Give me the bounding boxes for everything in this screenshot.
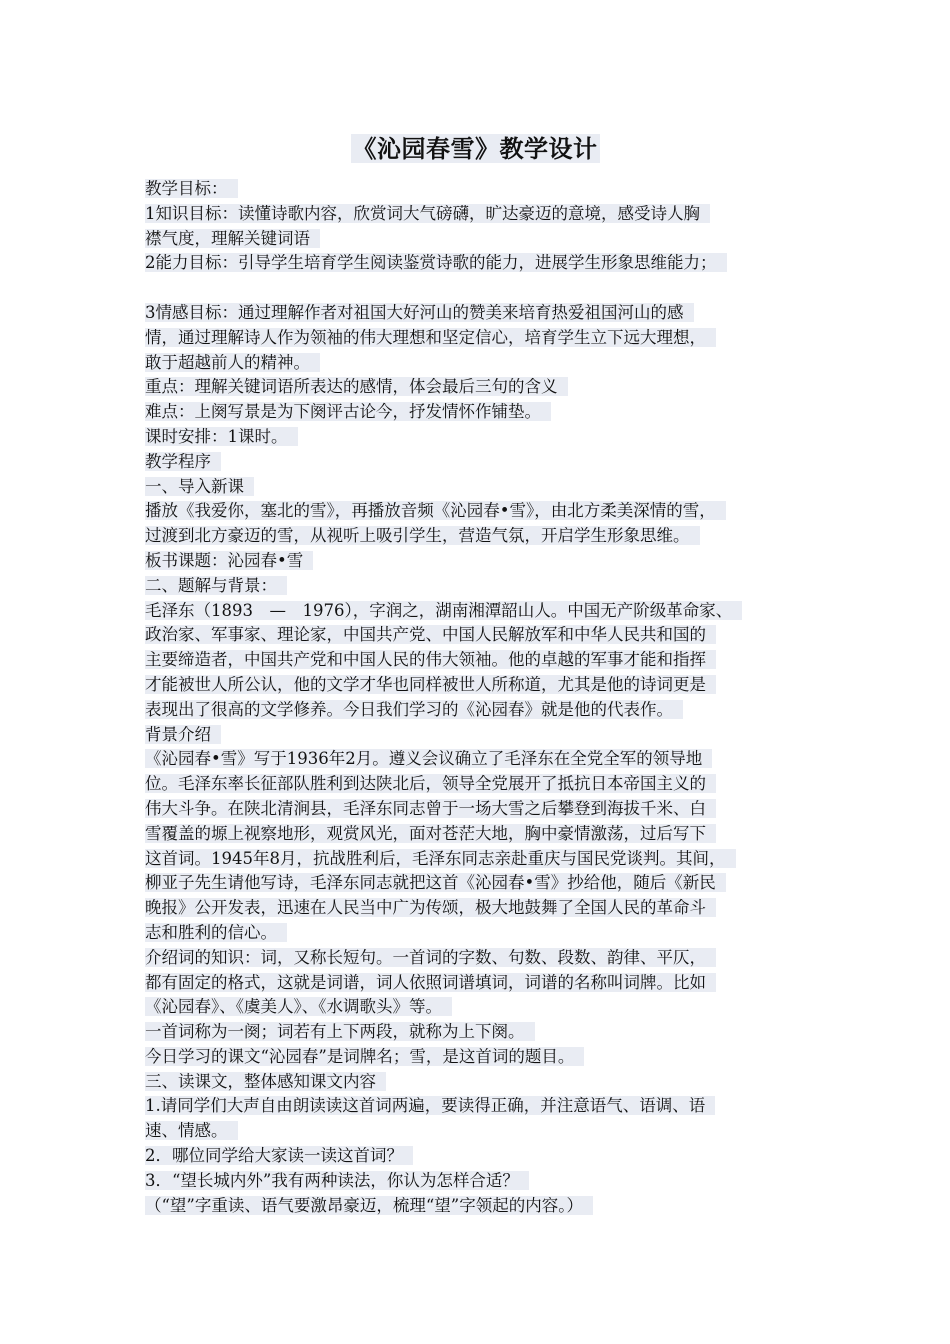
text-line — [145, 723, 835, 748]
text-line — [145, 1045, 835, 1070]
text-line — [145, 1070, 835, 1095]
text-line-content: 一首词称为一阕；词若有上下两段，就称为上下阕。 — [145, 1022, 535, 1041]
text-line-content: 课时安排：1课时。 — [145, 427, 298, 446]
text-line — [145, 351, 835, 376]
text-line-content: 播放《我爱你，塞北的雪》，再播放音频《沁园春•雪》，由北方柔美深情的雪， — [145, 501, 726, 520]
text-line — [145, 251, 835, 276]
text-line — [145, 450, 835, 475]
text-line — [145, 425, 835, 450]
text-line-content: 表现出了很高的文学修养。今日我们学习的《沁园春》就是他的代表作。 — [145, 700, 683, 719]
text-line — [145, 599, 835, 624]
text-line — [145, 276, 835, 301]
text-line — [145, 797, 835, 822]
text-line-content: 重点：理解关键词语所表达的感情，体会最后三句的含义 — [145, 377, 568, 396]
text-line-content: 今日学习的课文“沁园春”是词牌名；雪，是这首词的题目。 — [145, 1047, 584, 1066]
text-line — [145, 921, 835, 946]
text-line-content: 教学目标： — [145, 179, 238, 198]
text-line-content: 都有固定的格式，这就是词谱，词人依照词谱填词，词谱的名称叫词牌。比如 — [145, 973, 716, 992]
document-title — [0, 133, 950, 165]
text-line — [145, 400, 835, 425]
text-line — [145, 946, 835, 971]
text-line — [145, 549, 835, 574]
document-title-text: 《沁园春雪》教学设计 — [352, 134, 598, 163]
text-line-content: 襟气度，理解关键词语 — [145, 229, 320, 248]
text-line — [145, 326, 835, 351]
text-line — [145, 1094, 835, 1119]
text-line — [145, 301, 835, 326]
text-line — [145, 475, 835, 500]
text-line — [145, 822, 835, 847]
text-line-content: 政治家、军事家、理论家，中国共产党、中国人民解放军和中华人民共和国的 — [145, 625, 716, 644]
text-line — [145, 747, 835, 772]
text-line-content: 晚报》公开发表，迅速在人民当中广为传颂，极大地鼓舞了全国人民的革命斗 — [145, 898, 716, 917]
text-line-content: 3情感目标：通过理解作者对祖国大好河山的赞美来培育热爱祖国河山的感 — [145, 303, 694, 322]
text-line — [145, 648, 835, 673]
text-line — [145, 574, 835, 599]
text-line-content: 背景介绍 — [145, 725, 221, 744]
text-line-content: 3．“望长城内外”我有两种读法，你认为怎样合适？ — [145, 1171, 529, 1190]
text-line — [145, 1020, 835, 1045]
text-line — [145, 227, 835, 252]
text-line-content: 主要缔造者，中国共产党和中国人民的伟大领袖。他的卓越的军事才能和指挥 — [145, 650, 716, 669]
text-line — [145, 1119, 835, 1144]
text-line — [145, 1144, 835, 1169]
text-line-content: 过渡到北方豪迈的雪，从视听上吸引学生，营造气氛，开启学生形象思维。 — [145, 526, 700, 545]
text-line-content: 板书课题：沁园春•雪 — [145, 551, 313, 570]
text-line-content: 《沁园春》、《虞美人》、《水调歌头》等。 — [145, 997, 452, 1016]
text-line — [145, 499, 835, 524]
text-line — [145, 772, 835, 797]
text-line — [145, 177, 835, 202]
text-line-content: 敢于超越前人的精神。 — [145, 353, 320, 372]
text-line — [145, 375, 835, 400]
text-line-content: （“望”字重读、语气要激昂豪迈，梳理“望”字领起的内容。） — [145, 1196, 593, 1215]
text-line-content: 这首词。1945年8月，抗战胜利后，毛泽东同志亲赴重庆与国民党谈判。其间， — [145, 849, 736, 868]
text-line-content: 2能力目标：引导学生培育学生阅读鉴赏诗歌的能力，进展学生形象思维能力； — [145, 253, 727, 272]
text-line-content: 才能被世人所公认，他的文学才华也同样被世人所称道，尤其是他的诗词更是 — [145, 675, 716, 694]
text-line-content: 教学程序 — [145, 452, 221, 471]
text-line — [145, 623, 835, 648]
text-line — [145, 698, 835, 723]
text-line-content: 位。毛泽东率长征部队胜利到达陕北后，领导全党展开了抵抗日本帝国主义的 — [145, 774, 716, 793]
text-line-content: 志和胜利的信心。 — [145, 923, 287, 942]
text-line-content: 1.请同学们大声自由朗读读这首词两遍，要读得正确，并注意语气、语调、语 — [145, 1096, 715, 1115]
text-line — [145, 524, 835, 549]
text-line — [145, 896, 835, 921]
text-line-content: 介绍词的知识：词，又称长短句。一首词的字数、句数、段数、韵律、平仄， — [145, 948, 716, 967]
text-line — [145, 673, 835, 698]
text-line — [145, 971, 835, 996]
document-body — [145, 177, 835, 1218]
text-line — [145, 871, 835, 896]
text-line-content: 柳亚子先生请他写诗，毛泽东同志就把这首《沁园春•雪》抄给他，随后《新民 — [145, 873, 726, 892]
text-line-content: 速、情感。 — [145, 1121, 238, 1140]
text-line-content: 一、导入新课 — [145, 477, 254, 496]
text-line — [145, 202, 835, 227]
text-line-content: 难点：上阕写景是为下阕评古论今，抒发情怀作铺垫。 — [145, 402, 551, 421]
text-line-content: 情，通过理解诗人作为领袖的伟大理想和坚定信心，培育学生立下远大理想， — [145, 328, 716, 347]
text-line — [145, 847, 835, 872]
text-line — [145, 1169, 835, 1194]
text-line — [145, 995, 835, 1020]
text-line — [145, 1194, 835, 1219]
text-line-content: 《沁园春•雪》写于1936年2月。遵义会议确立了毛泽东在全党全军的领导地 — [145, 749, 712, 768]
text-line-content: 2．哪位同学给大家读一读这首词？ — [145, 1146, 413, 1165]
text-line-content: 二、题解与背景： — [145, 576, 287, 595]
text-line-content: 毛泽东（1893 — 1976），字润之，湖南湘潭韶山人。中国无产阶级革命家、 — [145, 601, 742, 620]
text-line-content: 三、读课文，整体感知课文内容 — [145, 1072, 386, 1091]
text-line-content: 1知识目标：读懂诗歌内容，欣赏词大气磅礴，旷达豪迈的意境，感受诗人胸 — [145, 204, 710, 223]
text-line-content: 雪覆盖的塬上视察地形，观赏风光，面对苍茫大地，胸中豪情激荡，过后写下 — [145, 824, 716, 843]
text-line-content: 伟大斗争。在陕北清涧县，毛泽东同志曾于一场大雪之后攀登到海拔千米、白 — [145, 799, 716, 818]
